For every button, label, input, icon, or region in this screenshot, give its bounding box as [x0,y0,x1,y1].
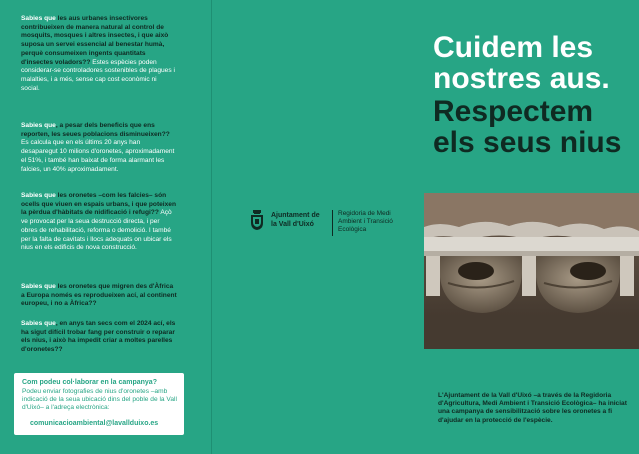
left-panel [0,0,212,454]
paragraph-2 [21,122,177,174]
contact-title: Com podeu col·laborar en la campanya? [22,379,157,386]
paragraph-3 [21,192,177,253]
paragraph-5 [21,320,177,355]
nests-illustration [424,193,639,349]
municipal-logo [250,208,415,238]
paragraph-strong: les oronetes –com les falcies– són ocells que viuen en espais urbans, i que poteixen la pèrdua d'hàbitats de nidificació i refugi?? [21,192,176,217]
paragraph-lead: Sabies que [21,192,56,199]
coat-of-arms-icon [250,210,264,230]
paragraph-text: Açò ve provocat per la seua destrucció directa, i per obres de rehabilitació, reforma o demolició. I també per la falta de cavitats i llocs adequats on ubicar els nius en els edificis de nova construcció. [21,209,172,252]
campaign-description: L'Ajuntament de la Vall d'Uixó –a través de la Regidoria d'Agricultura, Medi Ambient i Transició Ecològica– ha iniciat una campanya de sensibilització sobre les oronetes a fi d'ajudar en la protecció de l'espècie. [438,392,627,424]
contact-box [14,373,184,435]
logo-department: Regidoria de Medi Ambient i Transició Ecològica [338,210,393,233]
paragraph-lead: Sabies que [21,283,56,290]
cover-title-line-2: Respectem els seus nius [433,95,622,159]
paragraph-text: Estes espècies poden considerar-se controladores sostenibles de plagues i malalties, i a més, sense cap cost econòmic ni social. [21,58,175,92]
paragraph-lead: Sabies que [21,122,56,129]
logo-name: Ajuntament de la Vall d'Uixó [271,212,320,228]
paragraph-strong: les oronetes que migren des d'Àfrica a Europa només es reprodueixen ací, al continent europeu, i no a Àfrica?? [21,283,177,308]
paragraph-text: Es calcula que en els últims 20 anys han desaparegut 10 milions d'oronetes, aproximadament el 51%, i també han baixat de forma alarmant les falcies, un 40% aproximadament. [21,139,175,173]
swallow-nests-photo [424,193,639,349]
paragraph-lead: Sabies que [21,320,56,327]
paragraph-1 [21,15,177,93]
paragraph-strong: , en anys tan secs com el 2024 ací, els ha sigut difícil trobar fang per construir o reparar els nius, i això ha impedit criar a moltes parelles d'oronetes?? [21,320,176,354]
logo-separator [332,210,333,236]
cover-title-line-1: Cuidem les nostres aus. [433,31,610,95]
paragraph-strong: , a pesar dels beneficis que ens reporten, les seues poblacions disminueixen?? [21,122,170,138]
paragraph-strong: les aus urbanes insectívores contribueixen de manera natural al control de mosquits, mosques i altres insectes, i que això suposa un servei essencial al benestar humà, perquè consumeixen ingents quantitats d'insectes voladors?? [21,15,169,66]
contact-email-link[interactable]: comunicacioambiental@lavallduixo.es [30,420,159,427]
middle-panel [212,0,424,454]
paragraph-lead: Sabies que [21,15,56,22]
contact-body: Podeu enviar fotografies de nius d'oronetes –amb indicació de la seua ubicació dins del poble de la Vall d'Uixó– a l'adreça electrònica: [22,388,177,412]
right-panel [424,0,639,454]
paragraph-4 [21,283,177,309]
